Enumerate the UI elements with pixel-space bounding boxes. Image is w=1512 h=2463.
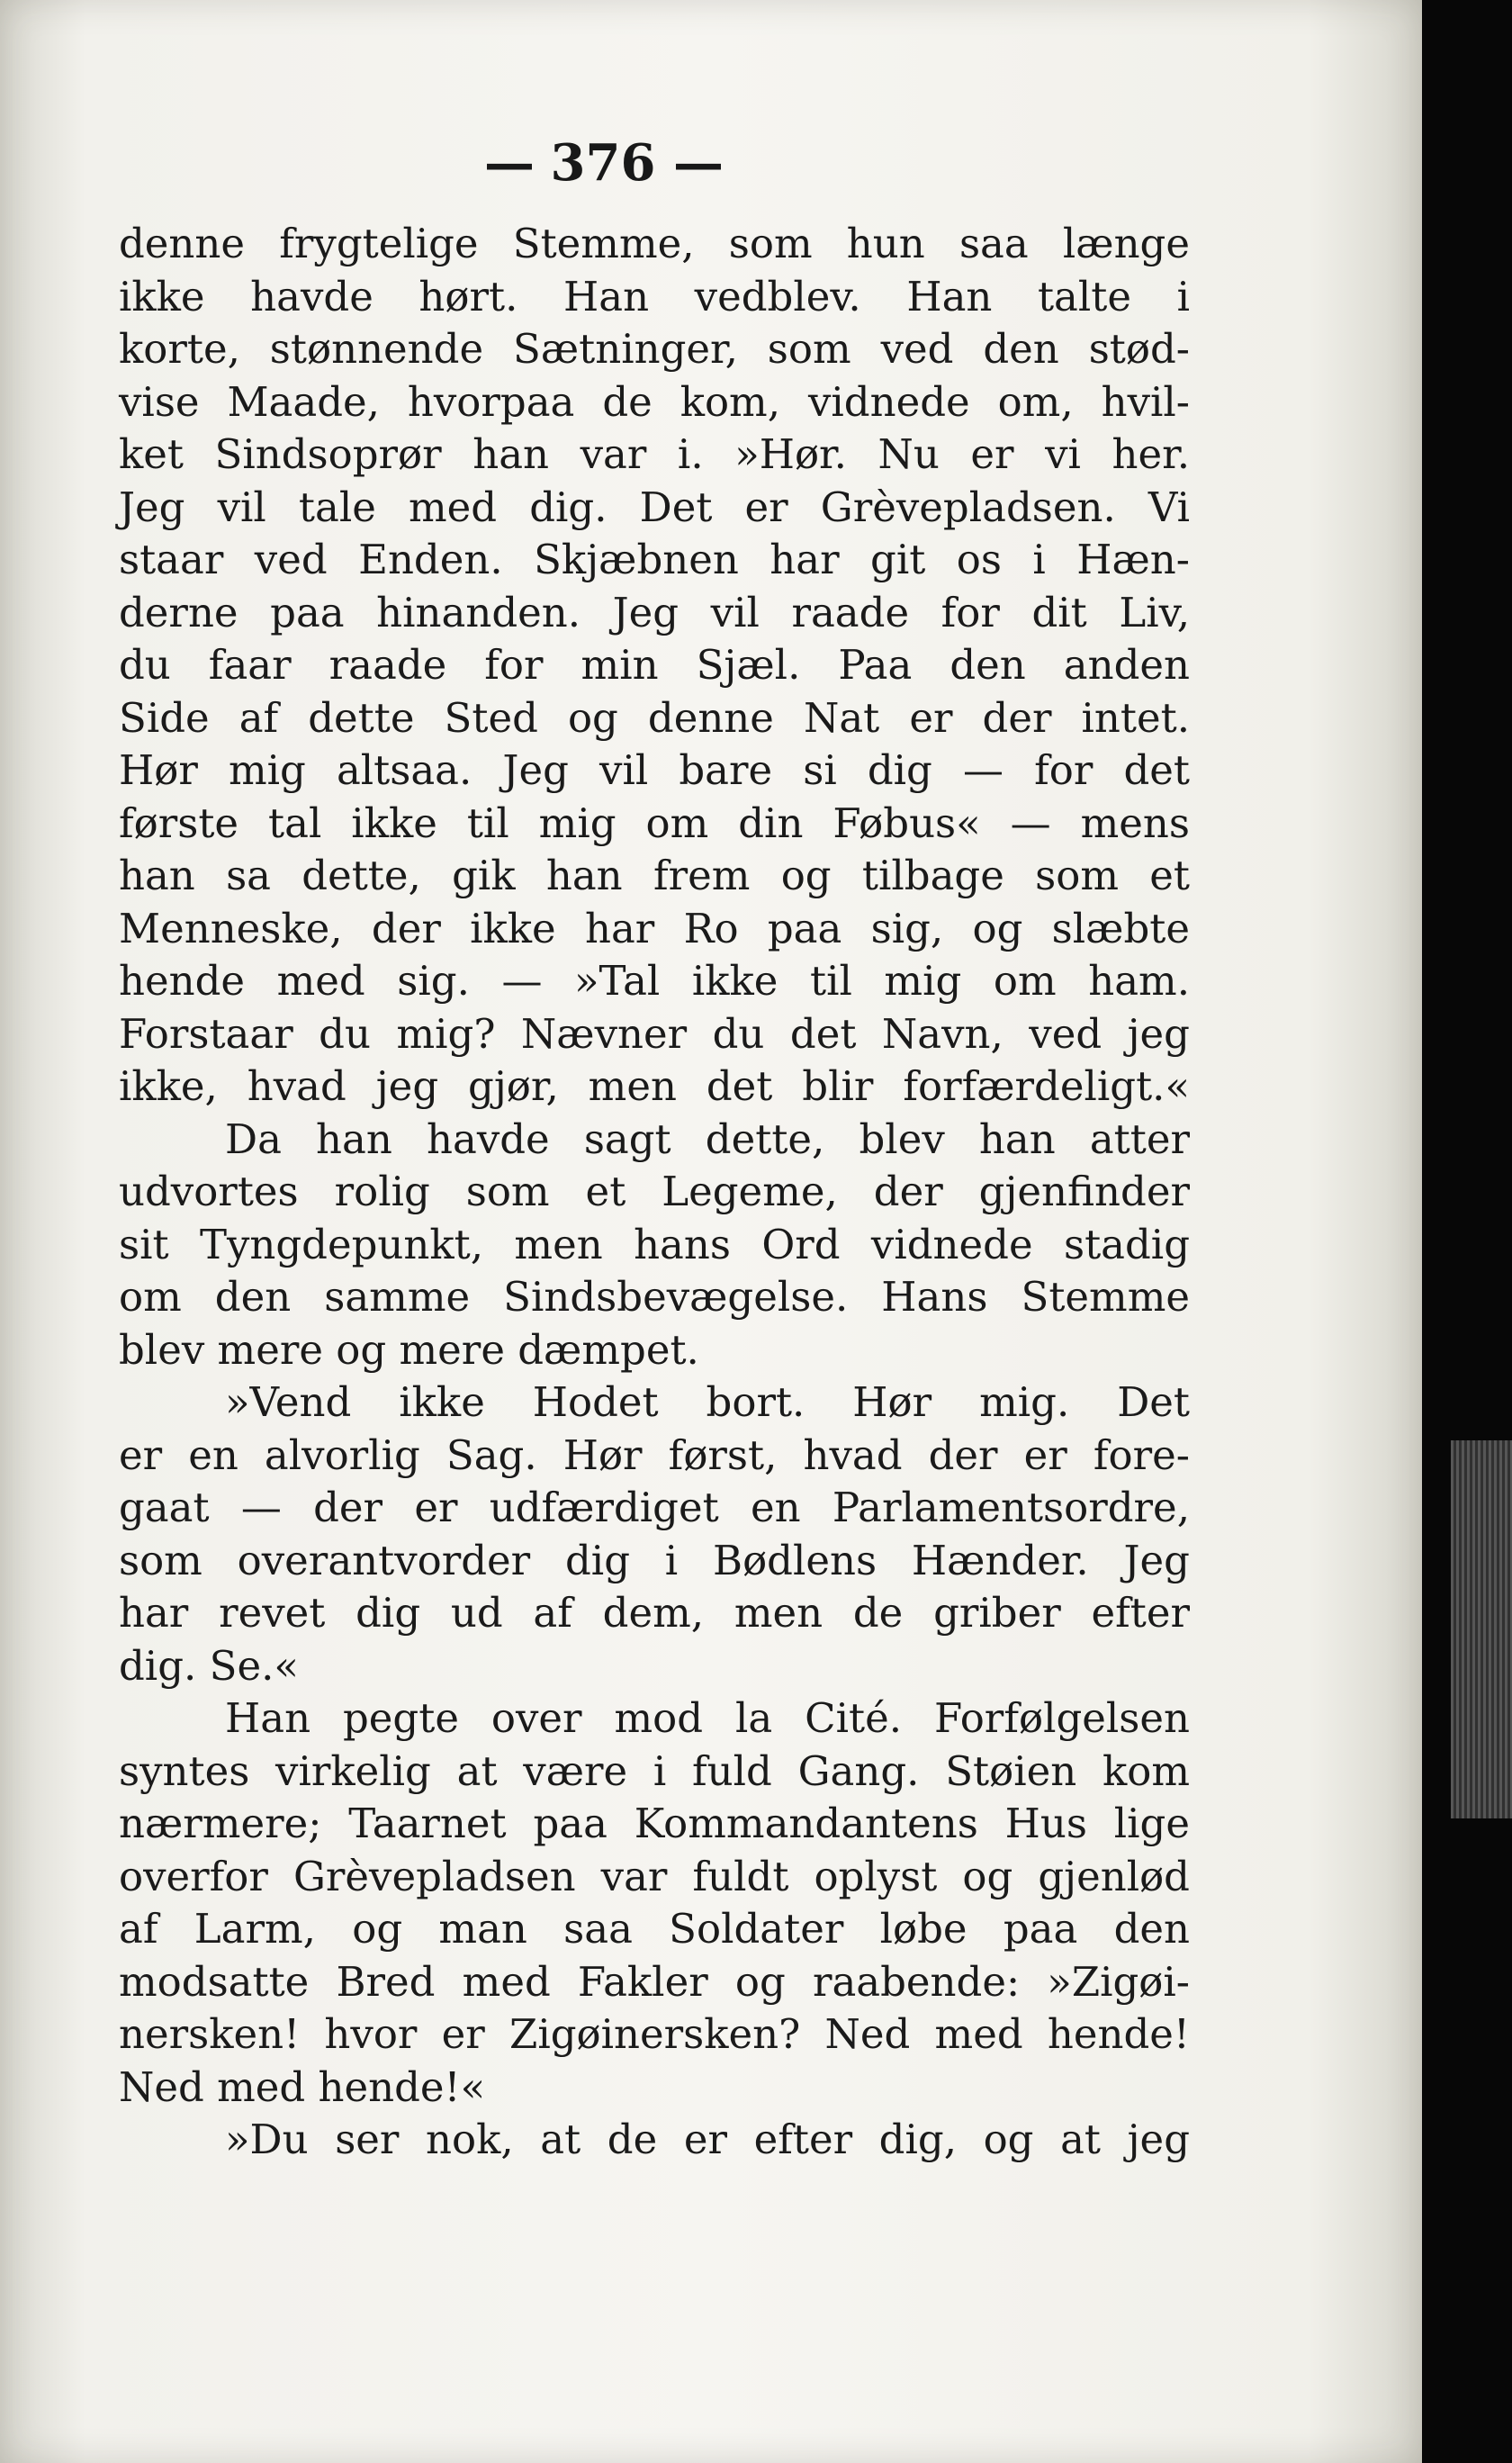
text-line: Ned med hende!«	[119, 2062, 486, 2111]
text-line: har revet dig ud af dem, men de griber efter	[119, 1589, 1190, 1637]
text-line: Menneske, der ikke har Ro paa sig, og slæbte	[119, 904, 1190, 952]
text-line: »Vend ikke Hodet bort. Hør mig. Det	[225, 1378, 1190, 1426]
text-line: blev mere og mere dæmpet.	[119, 1325, 699, 1374]
text-line: denne frygtelige Stemme, som hun saa længe	[119, 220, 1190, 267]
text-line: dig. Se.«	[119, 1641, 299, 1690]
body-text	[119, 218, 1190, 2167]
text-line: modsatte Bred med Fakler og raabende: »Zigøi-	[119, 1957, 1190, 2006]
scanner-edge	[1451, 1440, 1512, 1818]
text-line: »Du ser nok, at de er efter dig, og at jeg	[225, 2116, 1190, 2163]
text-line: som overantvorder dig i Bødlens Hænder. Jeg	[119, 1536, 1190, 1584]
page-header	[0, 133, 1206, 193]
text-line: ikke havde hørt. Han vedblev. Han talte i	[119, 272, 1190, 320]
text-line: af Larm, og man saa Soldater løbe paa den	[119, 1905, 1190, 1953]
header-ornament-right: —	[672, 133, 722, 193]
text-line: udvortes rolig som et Legeme, der gjenfinder	[119, 1168, 1190, 1215]
text-line: overfor Grèvepladsen var fuldt oplyst og gjenlød	[119, 1852, 1190, 1900]
text-line: nærmere; Taarnet paa Kommandantens Hus lige	[119, 1800, 1190, 1847]
text-line: han sa dette, gik han frem og tilbage som et	[119, 852, 1190, 899]
text-line: hende med sig. — »Tal ikke til mig om ham.	[119, 957, 1190, 1005]
text-line: korte, stønnende Sætninger, som ved den stød-	[119, 325, 1190, 373]
page-number: 376	[550, 133, 656, 193]
text-line: ikke, hvad jeg gjør, men det blir forfærdeligt.«	[119, 1062, 1190, 1110]
text-line: staar ved Enden. Skjæbnen har git os i Hæn-	[119, 536, 1190, 583]
text-line: Forstaar du mig? Nævner du det Navn, ved jeg	[119, 1009, 1190, 1058]
text-line: gaat — der er udfærdiget en Parlamentsordre,	[119, 1484, 1190, 1531]
text-line: er en alvorlig Sag. Hør først, hvad der er fore-	[119, 1430, 1190, 1479]
text-line: første tal ikke til mig om din Føbus« — mens	[119, 798, 1190, 847]
text-line: Da han havde sagt dette, blev han atter	[225, 1114, 1190, 1163]
text-line: syntes virkelig at være i fuld Gang. Støien kom	[119, 1746, 1190, 1795]
text-line: derne paa hinanden. Jeg vil raade for dit Liv,	[119, 588, 1190, 636]
text-line: du faar raade for min Sjæl. Paa den anden	[119, 641, 1190, 689]
text-line: Jeg vil tale med dig. Det er Grèvepladsen. Vi	[119, 483, 1190, 531]
text-line: vise Maade, hvorpaa de kom, vidnede om, hvil-	[119, 377, 1190, 426]
text-line: ket Sindsoprør han var i. »Hør. Nu er vi her.	[119, 430, 1190, 478]
text-line: om den samme Sindsbevægelse. Hans Stemme	[119, 1273, 1190, 1321]
text-line: Side af dette Sted og denne Nat er der intet.	[119, 693, 1190, 742]
text-line: nersken! hvor er Zigøinersken? Ned med hende!	[119, 2010, 1190, 2058]
text-line: Hør mig altsaa. Jeg vil bare si dig — for det	[119, 746, 1190, 794]
text-line: sit Tyngdepunkt, men hans Ord vidnede stadig	[119, 1220, 1190, 1268]
header-ornament-left: —	[484, 133, 534, 193]
text-line: Han pegte over mod la Cité. Forfølgelsen	[225, 1694, 1190, 1742]
